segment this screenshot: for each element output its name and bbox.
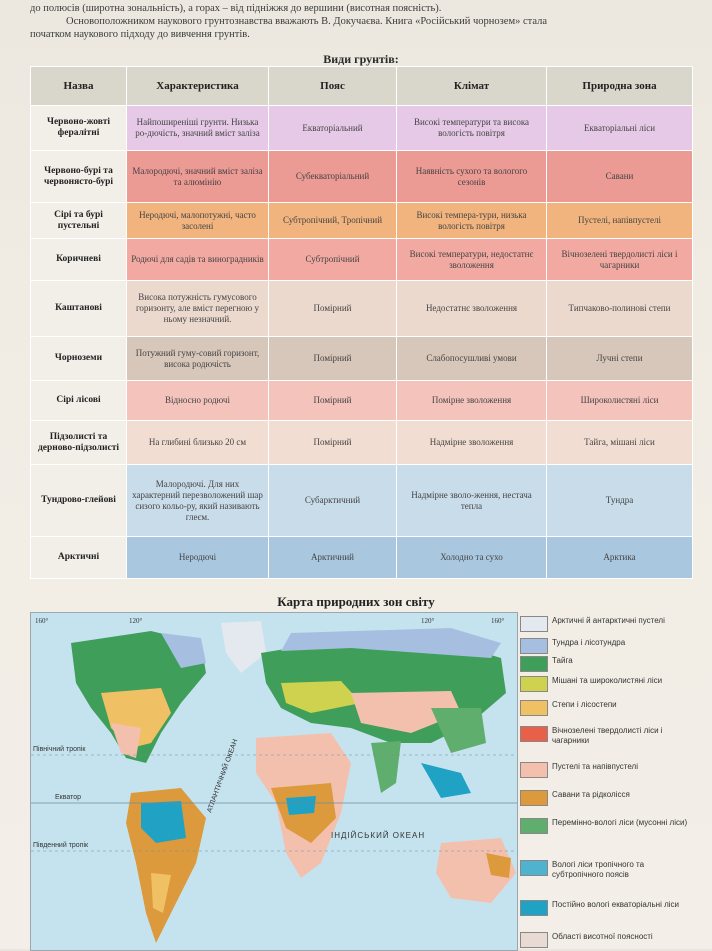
table-row bbox=[31, 465, 693, 537]
belt-cell: Субарктичний bbox=[269, 465, 397, 537]
intro-line-3: початком наукового підходу до вивчення грунтів. bbox=[30, 29, 250, 40]
legend-label: Арктичні й антарктичні пустелі bbox=[552, 616, 665, 625]
soil-name-cell: Чорноземи bbox=[31, 337, 127, 381]
belt-cell: Екваторіальний bbox=[269, 106, 397, 151]
lon-label-120e: 120° bbox=[421, 617, 435, 625]
table-row bbox=[31, 537, 693, 579]
climate-cell: Високі температури та висока вологість повітря bbox=[397, 106, 547, 151]
legend-label: Вічнозелені твердолисті ліси і чагарники bbox=[552, 726, 663, 745]
characteristic-cell: Родючі для садів та виноградників bbox=[127, 239, 269, 281]
north-tropic-label: Північний тропік bbox=[33, 746, 86, 753]
intro-line-1: до полюсів (широтна зональність), а горах – від підніжжя до вершини (висотная поясність). bbox=[30, 3, 442, 14]
characteristic-cell: Неродючі, малопотужні, часто засолені bbox=[127, 203, 269, 239]
characteristic-cell: Потужний гуму-совий горизонт, висока родючість bbox=[127, 337, 269, 381]
legend-label: Степи і лісостепи bbox=[552, 700, 617, 709]
equator-label: Екватор bbox=[55, 794, 82, 801]
zone-cell: Савани bbox=[547, 151, 693, 203]
zone-cell: Екваторіальні ліси bbox=[547, 106, 693, 151]
characteristic-cell: Малородючі. Для них характерний перезволожений шар сизого кольо-ру, який називають глеєм. bbox=[127, 465, 269, 537]
table-row bbox=[31, 281, 693, 337]
climate-cell: Недостатнє зволоження bbox=[397, 281, 547, 337]
zone-cell: Пустелі, напівпустелі bbox=[547, 203, 693, 239]
atlantic-label: АТЛАНТИЧНИЙ ОКЕАН bbox=[206, 738, 240, 814]
table-row bbox=[31, 106, 693, 151]
climate-cell: Слабопосушливі умови bbox=[397, 337, 547, 381]
legend-swatch bbox=[520, 656, 548, 672]
legend-swatch bbox=[520, 790, 548, 806]
legend-swatch bbox=[520, 616, 548, 632]
table-row bbox=[31, 421, 693, 465]
legend-swatch bbox=[520, 932, 548, 948]
soil-name-cell: Червоно-жовті фералітні bbox=[31, 106, 127, 151]
legend-label: Області висотної поясності bbox=[552, 932, 653, 941]
table-row bbox=[31, 151, 693, 203]
soil-name-cell: Сірі та бурі пустельні bbox=[31, 203, 127, 239]
zone-cell: Типчаково-полинові степи bbox=[547, 281, 693, 337]
zone-cell: Лучні степи bbox=[547, 337, 693, 381]
belt-cell: Помірний bbox=[269, 337, 397, 381]
soil-name-cell: Сірі лісові bbox=[31, 381, 127, 421]
legend-swatch bbox=[520, 818, 548, 834]
soil-name-cell: Каштанові bbox=[31, 281, 127, 337]
header-climate: Клімат bbox=[397, 67, 547, 106]
intro-line-2: Основоположником наукового грунтознавства вважають В. Докучаєва. Книга «Російський чорнозем» стала bbox=[66, 16, 548, 27]
legend-label: Перемінно-вологі ліси (мусонні ліси) bbox=[552, 818, 688, 827]
legend-label: Тайга bbox=[552, 656, 573, 665]
climate-cell: Холодно та сухо bbox=[397, 537, 547, 579]
lon-label-120w: 120° bbox=[129, 617, 143, 625]
table-header-row bbox=[31, 67, 693, 106]
characteristic-cell: Неродючі bbox=[127, 537, 269, 579]
south-tropic-label: Південний тропік bbox=[33, 842, 89, 849]
zone-cell: Тундра bbox=[547, 465, 693, 537]
zone-cell: Вічнозелені твердолисті ліси і чагарники bbox=[547, 239, 693, 281]
legend-swatch bbox=[520, 900, 548, 916]
climate-cell: Наявність сухого та вологого сезонів bbox=[397, 151, 547, 203]
legend-swatch bbox=[520, 860, 548, 876]
soil-types-table bbox=[30, 66, 693, 579]
soil-name-cell: Червоно-бурі та червонясто-бурі bbox=[31, 151, 127, 203]
climate-cell: Надмірне зволо-ження, нестача тепла bbox=[397, 465, 547, 537]
table-row bbox=[31, 337, 693, 381]
soil-name-cell: Коричневі bbox=[31, 239, 127, 281]
legend-swatch bbox=[520, 762, 548, 778]
climate-cell: Надмірне зволоження bbox=[397, 421, 547, 465]
characteristic-cell: Відносно родючі bbox=[127, 381, 269, 421]
legend-swatch bbox=[520, 638, 548, 654]
legend-label: Вологі ліси тропічного та субтропічного поясів bbox=[552, 860, 645, 879]
table-caption: Види грунтів: bbox=[323, 52, 399, 66]
soil-types-table-block bbox=[30, 52, 692, 579]
legend-label: Мішані та широколистяні ліси bbox=[552, 676, 663, 685]
table-row bbox=[31, 239, 693, 281]
belt-cell: Субтропічний bbox=[269, 239, 397, 281]
belt-cell: Субтропічний, Тропічний bbox=[269, 203, 397, 239]
header-name: Назва bbox=[31, 67, 127, 106]
climate-cell: Помірне зволоження bbox=[397, 381, 547, 421]
climate-cell: Високі температури, недостатнє зволоження bbox=[397, 239, 547, 281]
belt-cell: Помірний bbox=[269, 381, 397, 421]
soil-name-cell: Арктичні bbox=[31, 537, 127, 579]
characteristic-cell: На глибині близько 20 см bbox=[127, 421, 269, 465]
characteristic-cell: Малородючі, значний вміст заліза та алюмінію bbox=[127, 151, 269, 203]
zone-cell: Арктика bbox=[547, 537, 693, 579]
legend-swatch bbox=[520, 726, 548, 742]
legend-label: Пустелі та напівпустелі bbox=[552, 762, 639, 771]
zone-cell: Тайга, мішані ліси bbox=[547, 421, 693, 465]
header-natural-zone: Природна зона bbox=[547, 67, 693, 106]
characteristic-cell: Висока потужність гумусового горизонту, але вміст перегною у ньому незначний. bbox=[127, 281, 269, 337]
soil-name-cell: Тундрово-глейові bbox=[31, 465, 127, 537]
intro-text bbox=[30, 2, 670, 41]
legend-swatch bbox=[520, 676, 548, 692]
header-belt: Пояс bbox=[269, 67, 397, 106]
belt-cell: Помірний bbox=[269, 281, 397, 337]
map-svg bbox=[31, 613, 517, 950]
legend-label: Тундра і лісотундра bbox=[552, 638, 626, 647]
indian-ocean-label: ІНДІЙСЬКИЙ ОКЕАН bbox=[331, 831, 426, 840]
legend-swatch bbox=[520, 700, 548, 716]
lon-label-160e: 160° bbox=[491, 617, 505, 625]
legend-label: Савани та рідколісся bbox=[552, 790, 630, 799]
table-row bbox=[31, 203, 693, 239]
belt-cell: Субекваторіальний bbox=[269, 151, 397, 203]
soil-name-cell: Підзолисті та дерново-підзолисті bbox=[31, 421, 127, 465]
belt-cell: Арктичний bbox=[269, 537, 397, 579]
map-legend bbox=[520, 612, 692, 949]
table-row bbox=[31, 381, 693, 421]
congo-forest bbox=[286, 796, 316, 815]
world-zones-map bbox=[30, 612, 518, 951]
lon-label-160w: 160° bbox=[35, 617, 49, 625]
zone-cell: Широколистяні ліси bbox=[547, 381, 693, 421]
map-title: Карта природних зон світу bbox=[277, 594, 435, 609]
legend-label: Постійно вологі екваторіальні ліси bbox=[552, 900, 680, 909]
belt-cell: Помірний bbox=[269, 421, 397, 465]
header-characteristic: Характеристика bbox=[127, 67, 269, 106]
climate-cell: Високі темпера-тури, низька вологість повітря bbox=[397, 203, 547, 239]
characteristic-cell: Найпоширеніші грунти. Низька ро-дючість, значний вміст заліза bbox=[127, 106, 269, 151]
